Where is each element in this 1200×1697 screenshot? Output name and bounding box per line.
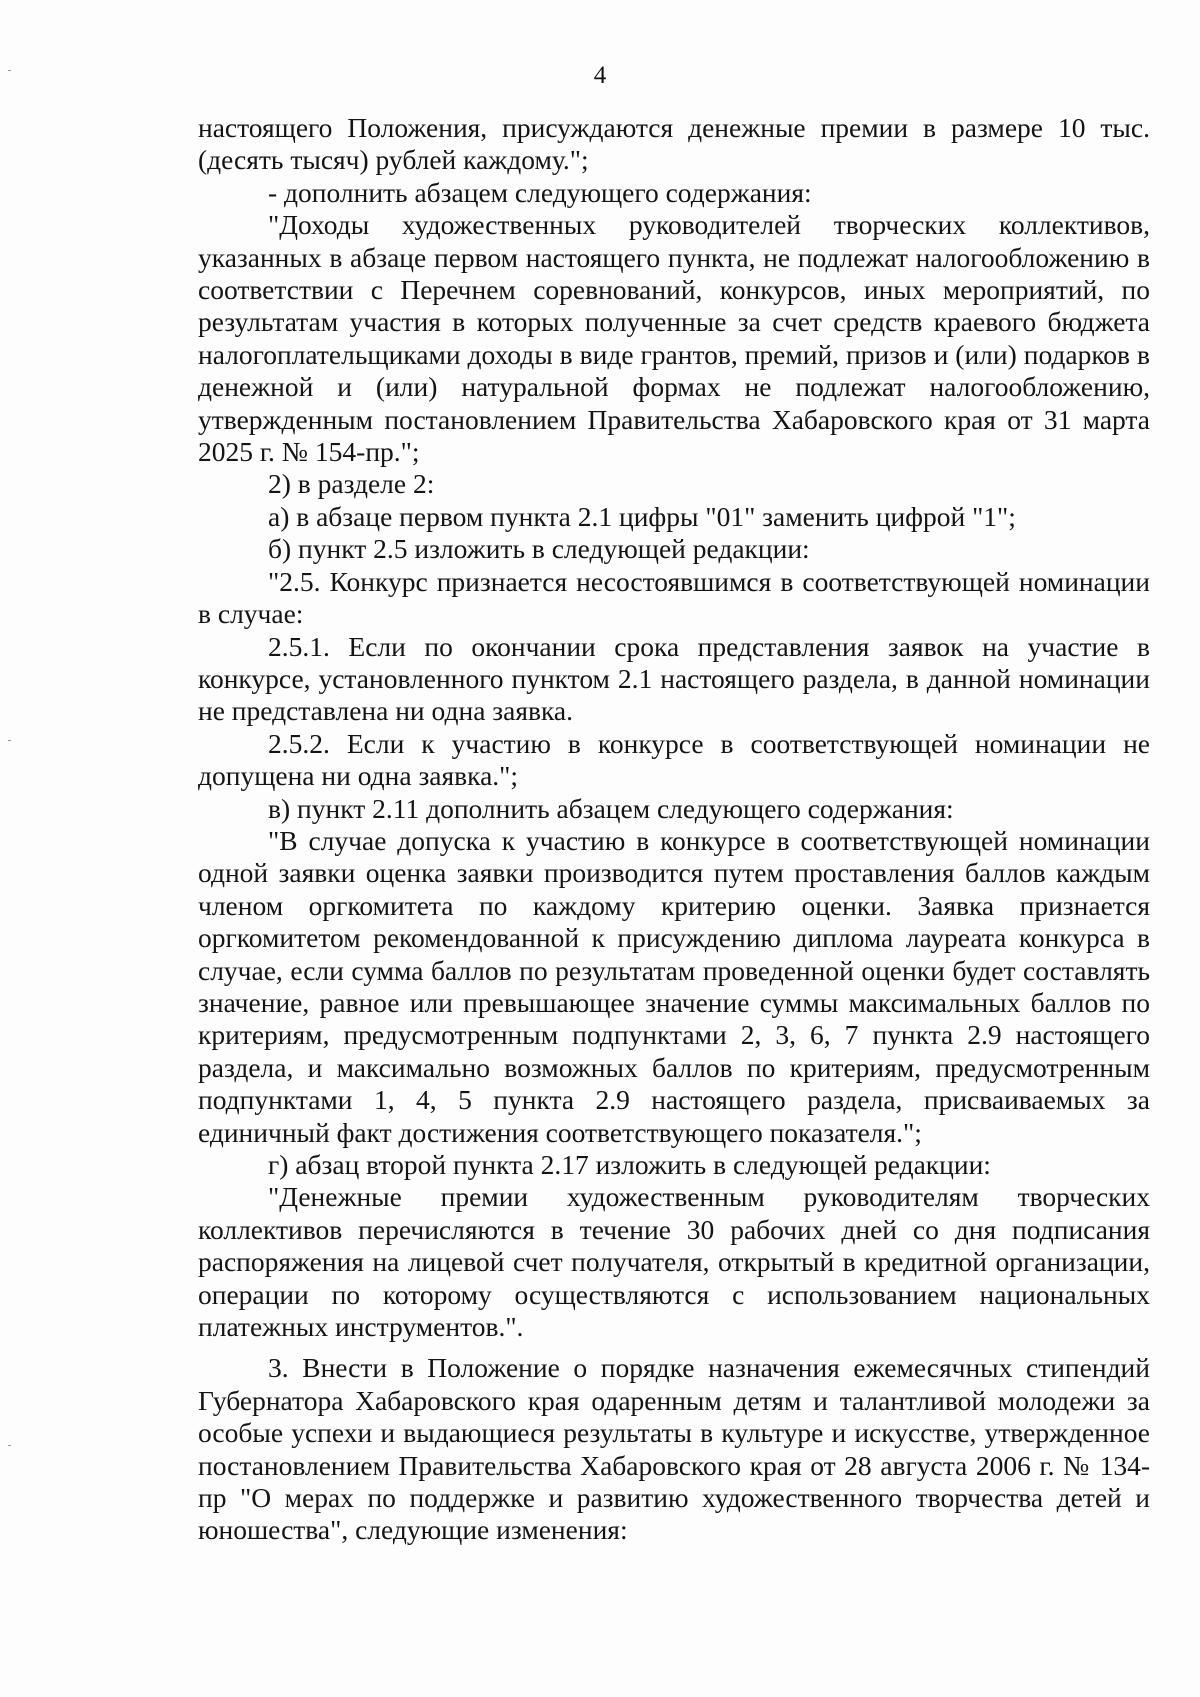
- paragraph: настоящего Положения, присуждаются денежные премии в размере 10 тыс. (десять тысяч) рублей каждому.";: [198, 112, 1150, 176]
- paragraph: 2.5.1. Если по окончании срока представления заявок на участие в конкурсе, установленного пунктом 2.1 настоящего раздела, в данной номинации не представлена ни одна заявка.: [198, 630, 1150, 727]
- paragraph: а) в абзаце первом пункта 2.1 цифры "01" заменить цифрой "1";: [268, 500, 1016, 532]
- document-body: [198, 112, 1150, 1547]
- paragraph: "2.5. Конкурс признается несостоявшимся в соответствующей номинации в случае:: [198, 565, 1150, 630]
- paragraph: "Денежные премии художественным руководителям творческих коллективов перечисляются в течение 30 рабочих дней со дня подписания распоряжения на лицевой счет получателя, открытый в кредитной организации, операции по которому осуществляются с использованием национальных платежных инструментов.".: [198, 1181, 1150, 1343]
- paragraph: - дополнить абзацем следующего содержания:: [268, 176, 812, 208]
- page-number: 4: [593, 62, 607, 89]
- paragraph: "Доходы художественных руководителей творческих коллективов, указанных в абзаце первом настоящего пункта, не подлежат налогообложению в соответствии с Перечнем соревнований, конкурсов, иных мероприятий, по результатам участия в которых полученные за счет средств краевого бюджета налогоплательщиками доходы в виде грантов, премий, призов и (или) подарков в денежной и (или) натуральной формах не подлежат налогообложению, утвержденным постановлением Правительства Хабаровского края от 31 марта 2025 г. № 154-пр.";: [198, 209, 1150, 468]
- paragraph: б) пункт 2.5 изложить в следующей редакции:: [268, 533, 810, 565]
- paragraph: 2) в разделе 2:: [268, 468, 435, 500]
- scan-mark: [8, 1445, 11, 1446]
- scan-mark: [8, 740, 11, 741]
- paragraph: 3. Внести в Положение о порядке назначения ежемесячных стипендий Губернатора Хабаровского края одаренным детям и талантливой молодежи за особые успехи и выдающиеся результаты в культуре и искусстве, утвержденное постановлением Правительства Хабаровского края от 28 августа 2006 г. № 134-пр "О мерах по поддержке и развитию художественного творчества детей и юношества", следующие изменения:: [198, 1352, 1150, 1546]
- paragraph: "В случае допуска к участию в конкурсе в соответствующей номинации одной заявки оценка заявки производится путем проставления баллов каждым членом оргкомитета по каждому критерию оценки. Заявка признается оргкомитетом рекомендованной к присуждению диплома лауреата конкурса в случае, если сумма баллов по результатам проведенной оценки будет составлять значение, равное или превышающее значение суммы максимальных баллов по критериям, предусмотренным подпунктами 2, 3, 6, 7 пункта 2.9 настоящего раздела, и максимально возможных баллов по критериям, предусмотренным подпунктами 1, 4, 5 пункта 2.9 настоящего раздела, присваиваемых за единичный факт достижения соответствующего показателя.";: [198, 824, 1150, 1148]
- paragraph: г) абзац второй пункта 2.17 изложить в следующей редакции:: [268, 1149, 991, 1180]
- paragraph: в) пункт 2.11 дополнить абзацем следующего содержания:: [268, 792, 954, 824]
- paragraph: 2.5.2. Если к участию в конкурсе в соответствующей номинации не допущена ни одна заявка.";: [198, 727, 1150, 792]
